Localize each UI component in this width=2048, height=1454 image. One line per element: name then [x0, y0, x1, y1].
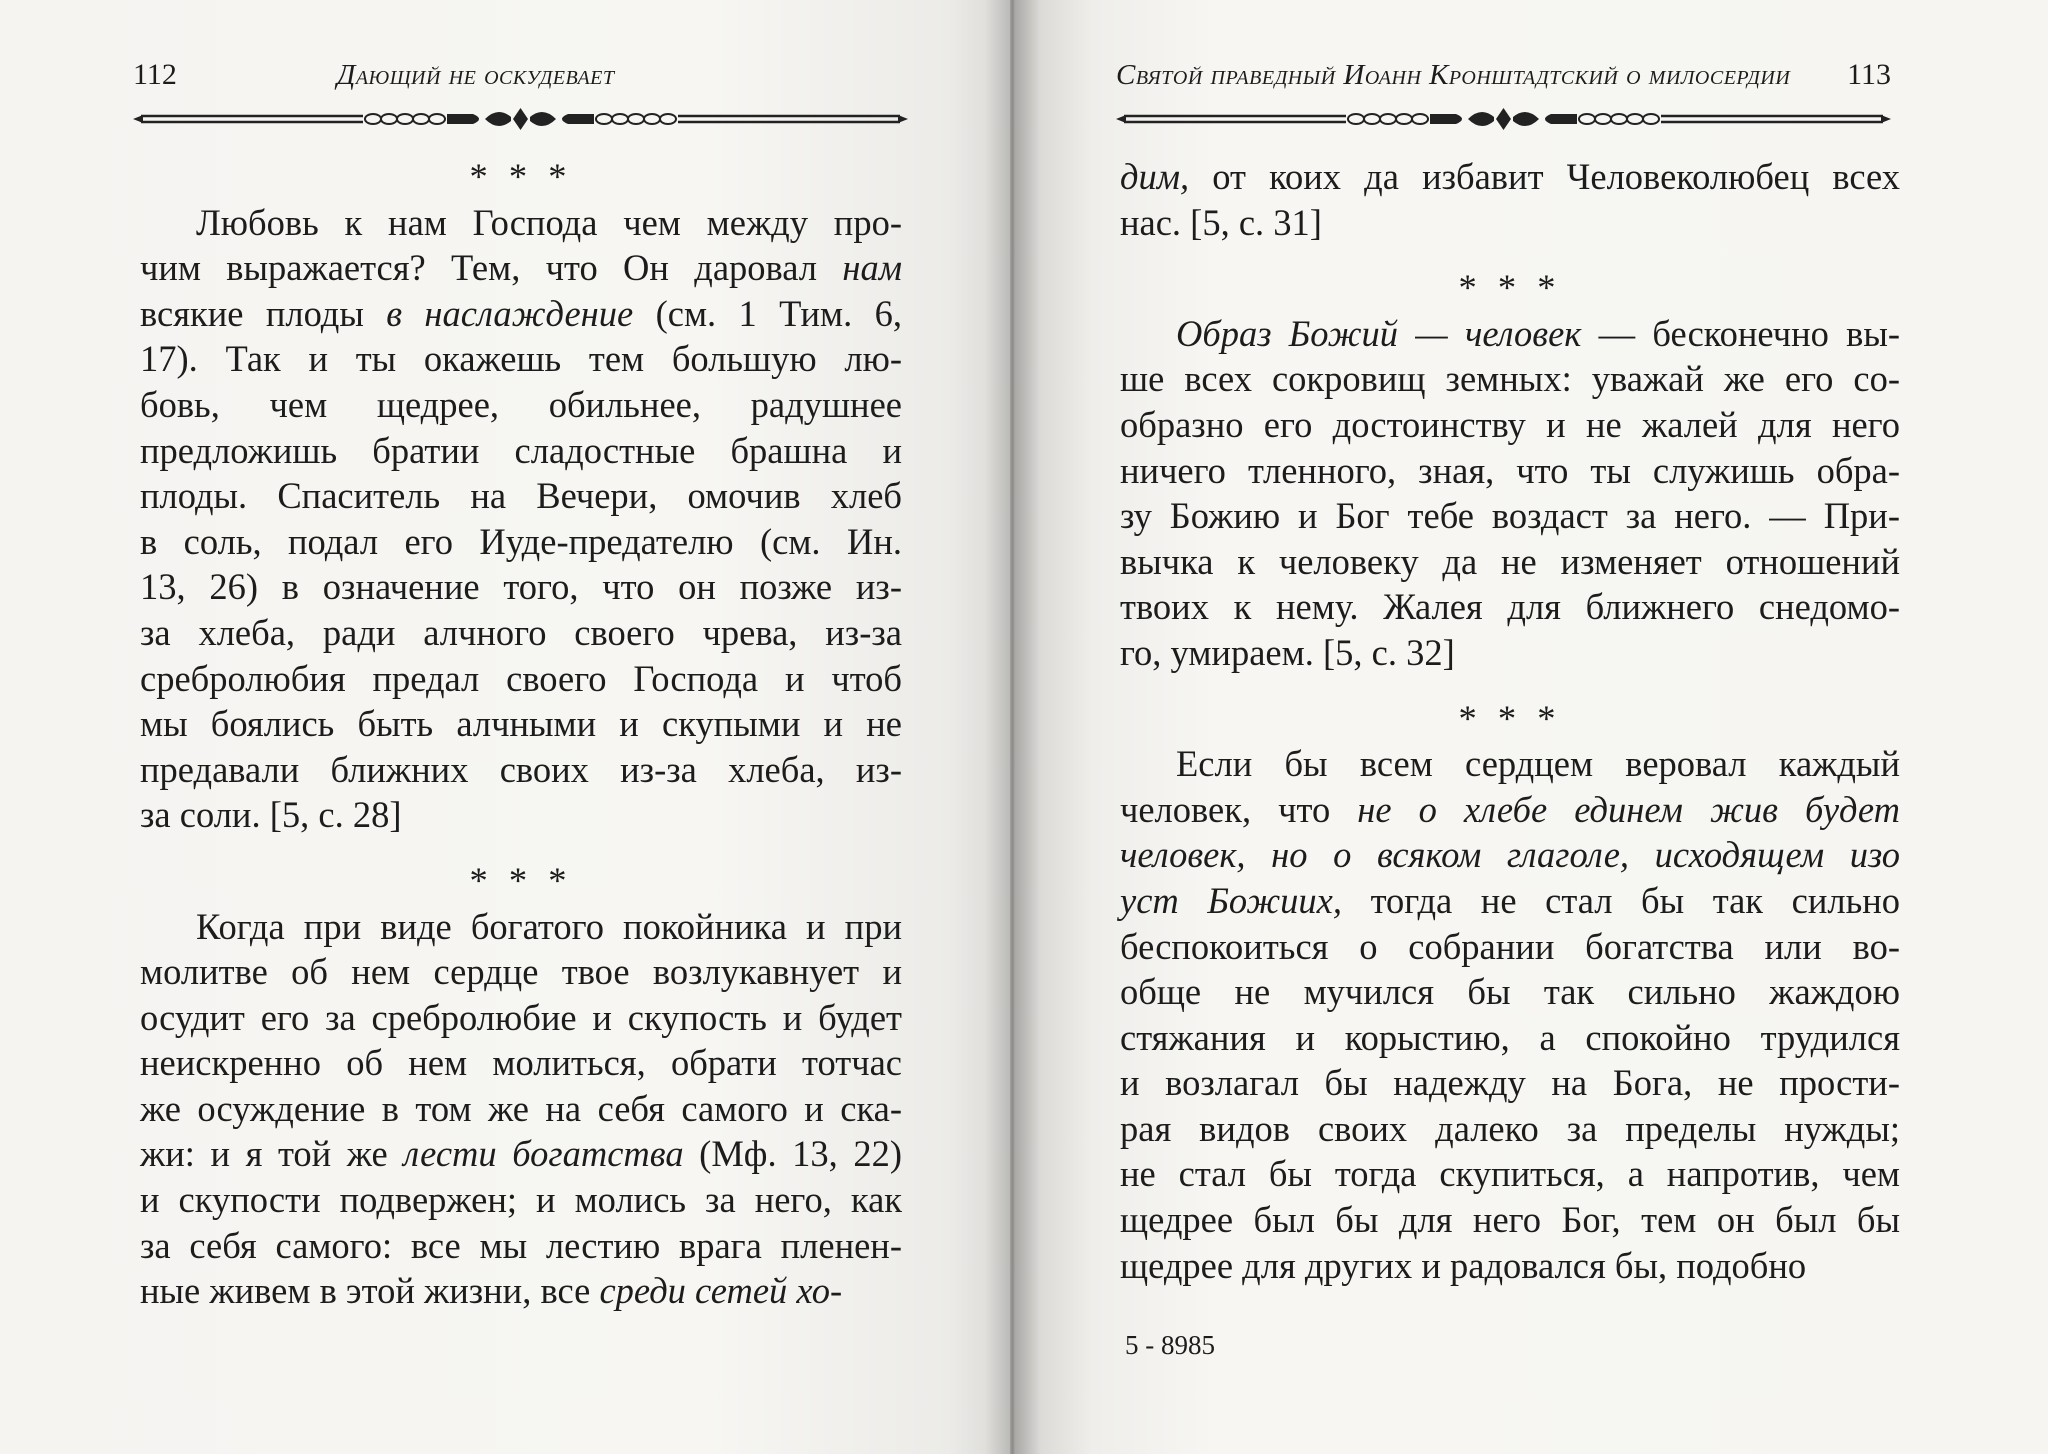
running-head: Дающий не оскудевает — [336, 59, 615, 91]
text-run: в наслаждение — [386, 292, 634, 334]
text-line — [1120, 539, 1900, 585]
text-run: бовь, чем щедрее, обильнее, радушнее — [140, 383, 902, 425]
paragraph — [1120, 311, 1900, 676]
text-run: рая видов своих далеко за пределы нужды; — [1120, 1107, 1900, 1149]
text-run: не стал бы тогда скупиться, а напротив, чем — [1120, 1153, 1900, 1195]
text-line — [140, 610, 902, 656]
text-run: нас. [5, с. 31] — [1120, 201, 1322, 243]
text-run: предложишь братии сладостные брашна и — [140, 429, 902, 471]
text-run: щедрее был бы для него Бог, тем он был бы — [1120, 1199, 1900, 1241]
right-header — [1116, 58, 1891, 98]
text-line — [1120, 200, 1900, 246]
text-line — [1120, 356, 1900, 402]
text-line — [140, 1223, 902, 1269]
signature-mark: 5 - 8985 — [1125, 1330, 1215, 1360]
text-line — [1120, 493, 1900, 539]
text-run: ше всех сокровищ земных: уважай же его со- — [1120, 358, 1900, 400]
book-gutter-shadow — [985, 0, 1040, 1454]
paragraph — [140, 200, 902, 838]
left-page — [0, 0, 1010, 1454]
section-separator: * * * — [1458, 697, 1562, 739]
text-line — [140, 747, 902, 793]
text-run: молитве об нем сердце твое возлукавнует и — [140, 951, 902, 993]
text-run: за себя самого: все мы лестию врага пленен- — [140, 1224, 902, 1266]
text-line — [1120, 832, 1900, 878]
text-line — [1120, 1151, 1900, 1197]
text-run: 17). Так и ты окажешь тем большую лю- — [140, 338, 902, 380]
text-run: 13, 26) в означение того, что он позже из- — [140, 566, 902, 608]
text-line — [140, 701, 902, 747]
section-separator: * * * — [469, 156, 573, 197]
page-number: 113 — [1847, 58, 1891, 91]
text-run: мы боялись быть алчными и скупыми и не — [140, 703, 902, 745]
text-run: дим, — [1120, 156, 1190, 197]
text-line — [140, 473, 902, 519]
text-line — [1120, 584, 1900, 630]
running-head: Святой праведный Иоанн Кронштадтский о милосердии — [1116, 59, 1791, 91]
text-line — [1120, 1060, 1900, 1106]
left-header — [133, 58, 908, 98]
text-run: и возлагал бы надежду на Бога, не прости- — [1120, 1062, 1900, 1104]
text-line — [1120, 630, 1900, 676]
paragraph — [1120, 741, 1900, 1288]
text-line — [140, 200, 902, 246]
header-ornament-rule — [133, 104, 908, 134]
text-line — [140, 291, 902, 337]
continued-paragraph — [1120, 154, 1900, 245]
text-line — [140, 336, 902, 382]
text-run: ные живем в этой жизни, все — [140, 1270, 600, 1312]
text-run: — бесконечно вы- — [1581, 312, 1901, 354]
text-run: уст Божиих, — [1120, 879, 1342, 921]
text-line — [1120, 311, 1900, 357]
text-run: (см. 1 Тим. 6, — [633, 292, 902, 334]
text-run: предавали ближних своих из-за хлеба, из- — [140, 748, 902, 790]
text-run: вычка к человеку да не изменяет отношений — [1120, 540, 1900, 582]
text-run: чим выражается? Тем, что Он даровал — [140, 247, 843, 289]
paragraph — [140, 904, 902, 1314]
text-line — [140, 1177, 902, 1223]
text-run: же осуждение в том же на себя самого и ска- — [140, 1087, 902, 1129]
text-line — [140, 428, 902, 474]
text-run: за хлеба, ради алчного своего чрева, из-за — [140, 611, 902, 653]
text-run: Когда при виде богатого покойника и при — [196, 905, 902, 947]
text-run: плоды. Спаситель на Вечери, омочив хлеб — [140, 475, 902, 517]
text-run: зу Божию и Бог тебе воздаст за него. — При- — [1120, 495, 1900, 537]
text-line — [1120, 402, 1900, 448]
header-ornament-rule — [1116, 104, 1891, 134]
text-line — [1120, 1243, 1900, 1289]
text-line — [140, 656, 902, 702]
text-line — [140, 995, 902, 1041]
text-run: осудит его за сребролюбие и скупость и будет — [140, 996, 902, 1038]
text-run: го, умираем. [5, с. 32] — [1120, 631, 1455, 673]
text-run: образно его достоинству и не жалей для него — [1120, 403, 1900, 445]
text-run: сребролюбия предал своего Господа и чтоб — [140, 657, 902, 699]
text-run: от коих да избавит Человеколюбец всех — [1189, 156, 1900, 197]
text-run: и скупости подвержен; и молись за него, как — [140, 1179, 902, 1221]
text-run: Если бы всем сердцем веровал каждый — [1176, 743, 1900, 785]
text-line — [1120, 154, 1900, 200]
left-body-text — [140, 154, 902, 1314]
text-run: твоих к нему. Жалея для ближнего снедомо- — [1120, 586, 1900, 628]
text-line — [140, 904, 902, 950]
text-line — [140, 792, 902, 838]
text-run: за соли. [5, с. 28] — [140, 794, 402, 836]
text-line — [1120, 1197, 1900, 1243]
text-run: Любовь к нам Господа чем между про- — [196, 201, 902, 243]
text-line — [140, 1040, 902, 1086]
page-number: 112 — [133, 58, 177, 91]
section-separator: * * * — [469, 859, 573, 901]
right-page — [1010, 0, 2048, 1454]
text-run: жи: и я той же — [140, 1133, 404, 1175]
text-run: среди сетей хо- — [599, 1270, 843, 1312]
text-line — [140, 1131, 902, 1177]
text-run: тогда не стал бы так сильно — [1342, 879, 1900, 921]
text-run: щедрее для других и радовался бы, подобно — [1120, 1244, 1807, 1286]
text-run: всякие плоды — [140, 292, 387, 334]
text-run: (Мф. 13, 22) — [683, 1133, 903, 1175]
text-run: стяжания и корыстию, а спокойно трудился — [1120, 1016, 1900, 1058]
text-line — [140, 519, 902, 565]
text-run: ничего тленного, зная, что ты служишь обра- — [1120, 449, 1900, 491]
text-line — [140, 1086, 902, 1132]
right-body-text — [1120, 154, 1900, 1288]
text-line — [1120, 448, 1900, 494]
text-run: обще не мучился бы так сильно жаждою — [1120, 971, 1900, 1013]
text-run: человек, что — [1120, 788, 1358, 830]
text-line — [1120, 741, 1900, 787]
text-line — [140, 949, 902, 995]
text-run: в соль, подал его Иуде-предателю (см. Ин. — [140, 520, 902, 562]
text-line — [140, 1268, 902, 1314]
text-run: беспокоиться о собрании богатства или во- — [1120, 925, 1900, 967]
text-run: человек, но о всяком глаголе, исходящем изо — [1120, 834, 1900, 876]
text-line — [140, 564, 902, 610]
text-run: Образ Божий — человек — [1176, 312, 1582, 354]
text-line — [1120, 1015, 1900, 1061]
text-run: не о хлебе единем жив будет — [1357, 788, 1900, 830]
text-line — [140, 245, 902, 291]
section-separator: * * * — [1458, 267, 1562, 309]
text-line — [1120, 1106, 1900, 1152]
text-line — [1120, 787, 1900, 833]
text-line — [1120, 969, 1900, 1015]
text-run: неискренно об нем молиться, обрати тотчас — [140, 1042, 902, 1084]
text-line — [1120, 878, 1900, 924]
text-run: нам — [842, 247, 902, 289]
text-run: лести богатства — [403, 1133, 684, 1175]
text-line — [1120, 924, 1900, 970]
text-line — [140, 382, 902, 428]
